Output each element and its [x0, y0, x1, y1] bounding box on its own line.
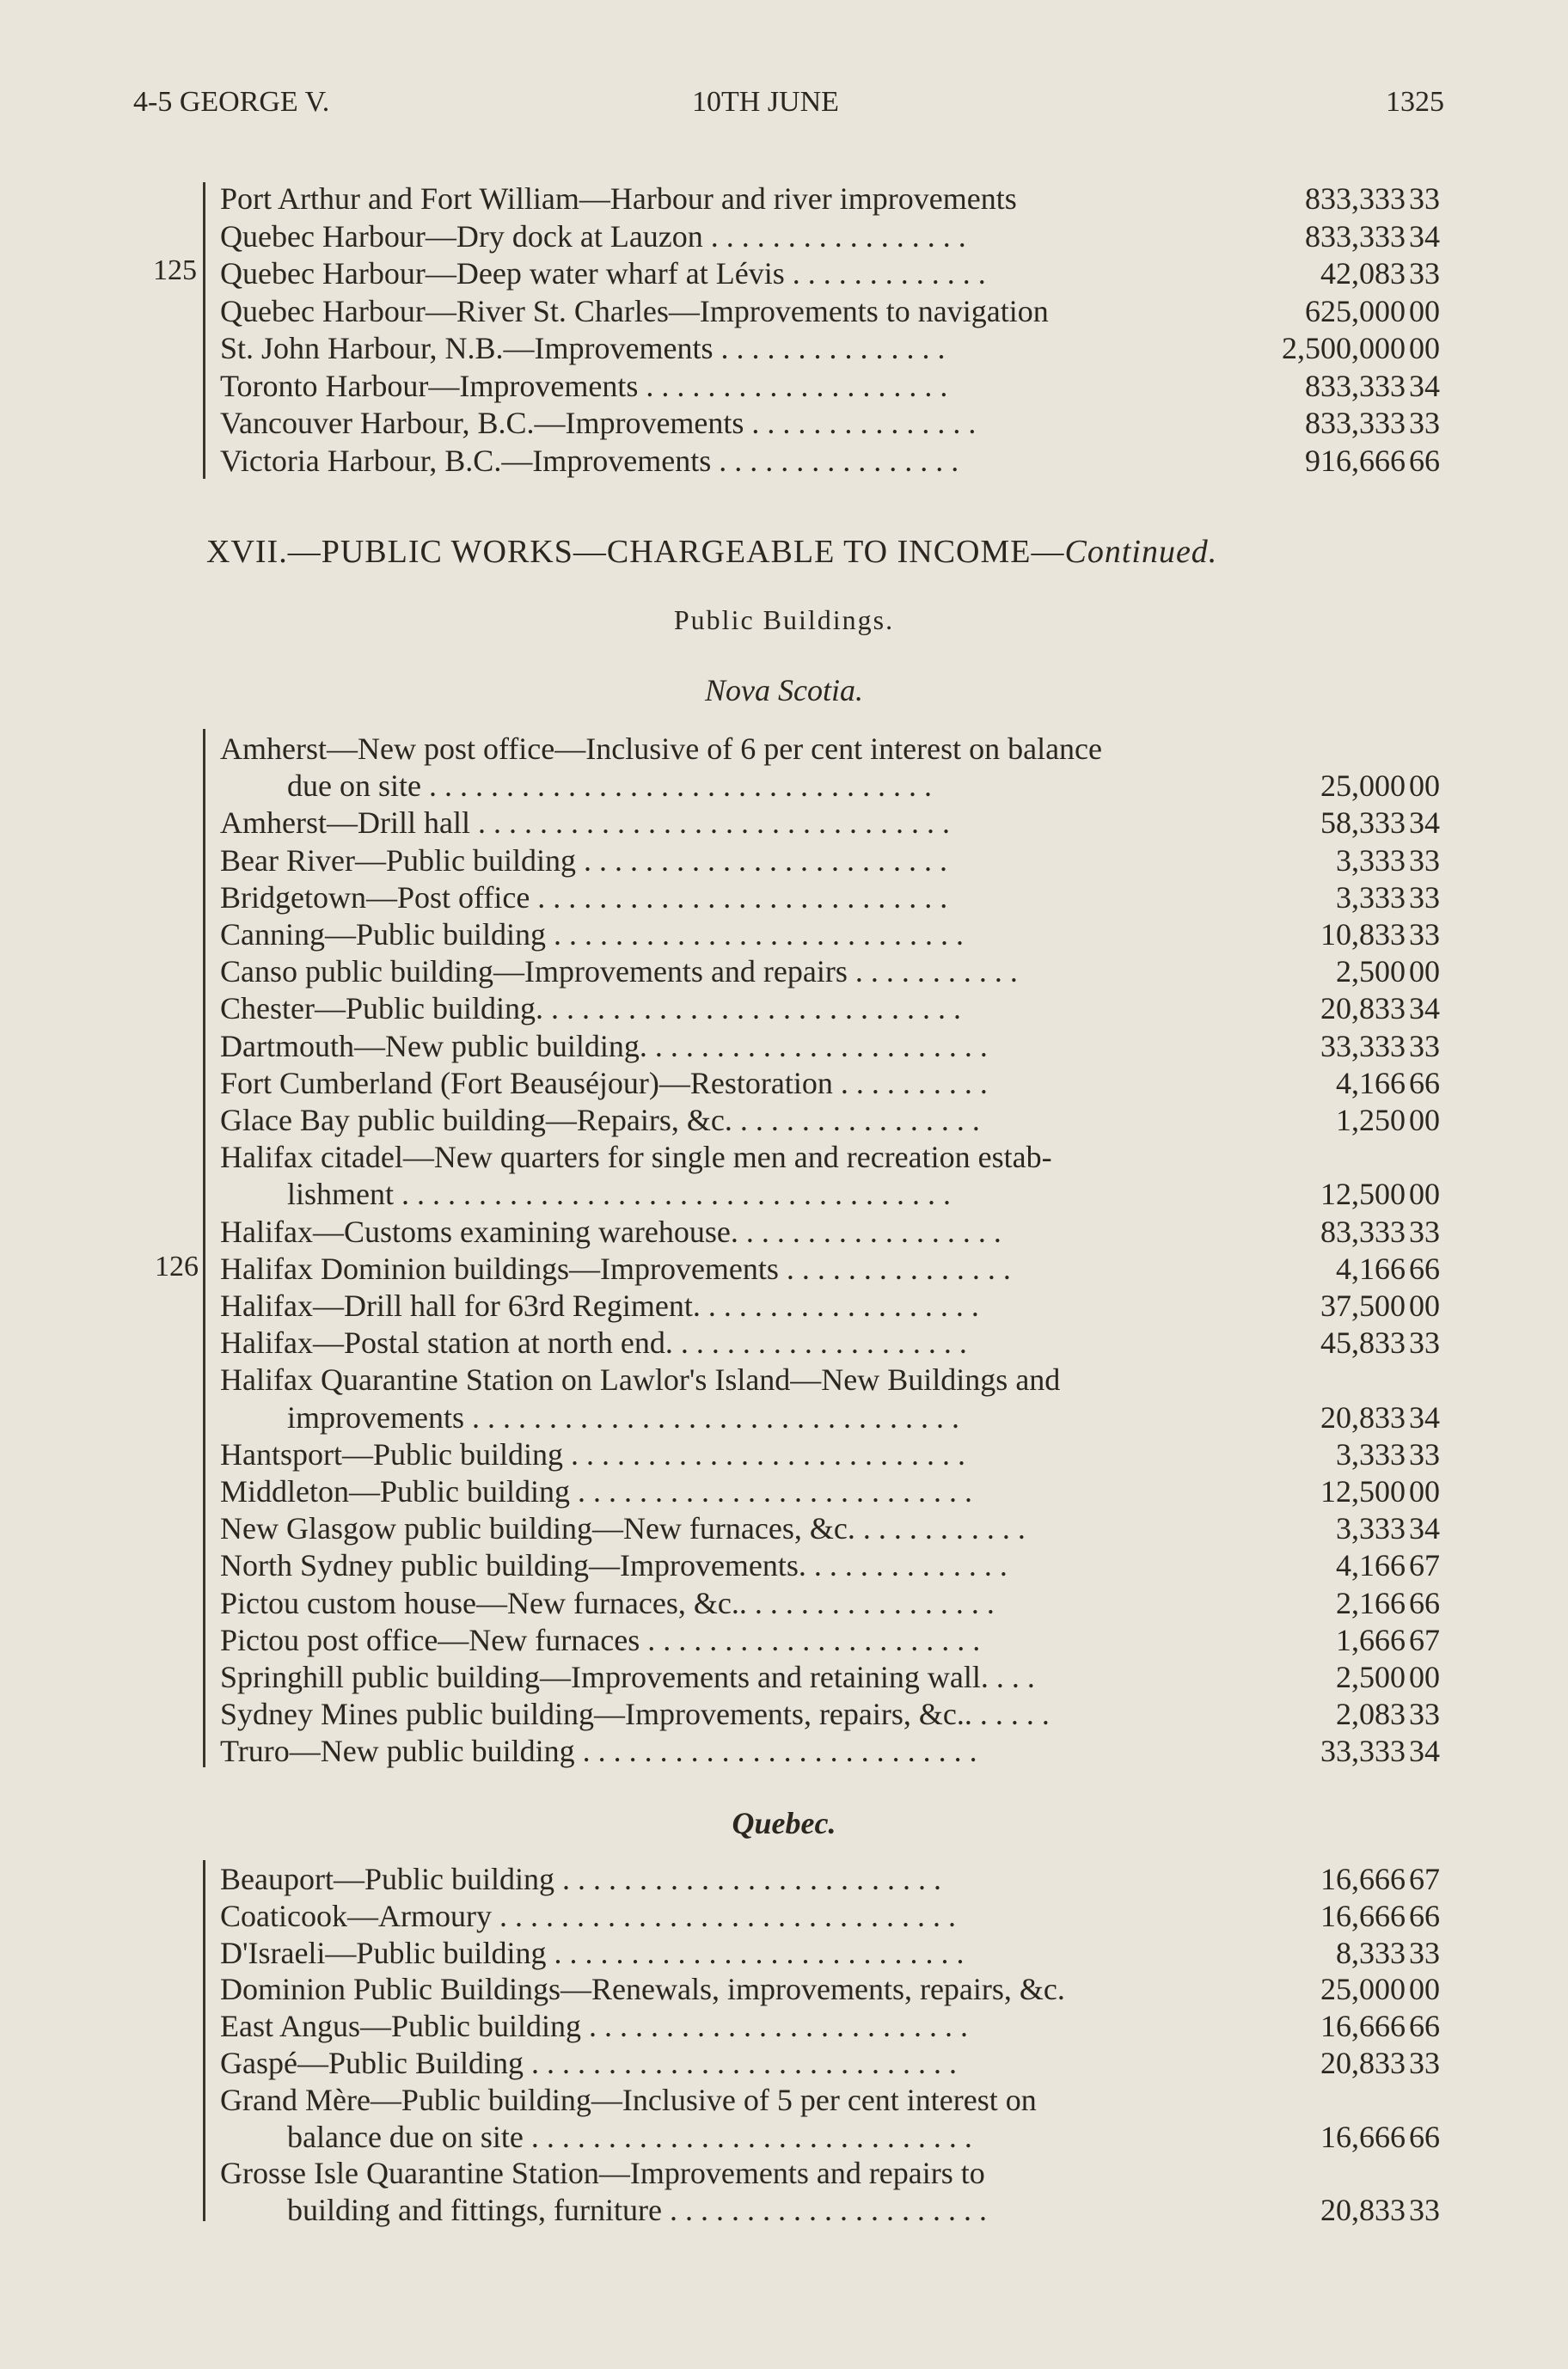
item-label: New Glasgow public building—New furnaces, &c. . . . . . . . . . . .	[220, 1511, 1026, 1546]
amount-cents: 00	[1409, 331, 1440, 365]
amount-cents: 00	[1409, 1289, 1440, 1323]
amount-dollars: 1,666	[1336, 1622, 1406, 1657]
amount-cents: 00	[1409, 954, 1440, 989]
item-label: Sydney Mines public building—Improvements, repairs, &c.. . . . . .	[220, 1697, 1050, 1732]
amount-cents: 66	[1409, 443, 1440, 478]
amount-cents: 33	[1409, 1697, 1440, 1732]
item-label: St. John Harbour, N.B.—Improvements . . . . . . . . . . . . . . .	[220, 331, 946, 365]
brace-quebec	[203, 1860, 212, 2221]
amount-cents: 00	[1409, 1972, 1440, 2007]
amount-cents: 67	[1409, 1862, 1440, 1896]
amount-dollars: 2,166	[1336, 1585, 1406, 1620]
item-label: Amherst—Drill hall . . . . . . . . . . . . . . . . . . . . . . . . . . . . . . .	[220, 805, 950, 841]
amount-dollars: 20,833	[1320, 2046, 1406, 2080]
item-label: Bridgetown—Post office . . . . . . . . . . . . . . . . . . . . . . . . . . .	[220, 879, 948, 915]
item-label: Halifax Quarantine Station on Lawlor's Island—New Buildings and	[220, 1362, 1061, 1398]
item-label: Vancouver Harbour, B.C.—Improvements . . . . . . . . . . . . . . .	[220, 406, 977, 440]
amount-cents: 34	[1409, 368, 1440, 403]
amount-dollars: 20,833	[1320, 1399, 1406, 1435]
amount-dollars: 83,333	[1320, 1214, 1406, 1249]
item-label: Glace Bay public building—Repairs, &c. . . . . . . . . . . . . . . . .	[220, 1103, 980, 1137]
amount-dollars: 833,333	[1305, 218, 1406, 254]
item-label: due on site . . . . . . . . . . . . . . . . . . . . . . . . . . . . . . . . .	[287, 768, 932, 804]
amount-cents: 66	[1409, 1251, 1440, 1286]
amount-dollars: 2,083	[1336, 1697, 1406, 1732]
vote-number-126: 126	[155, 1251, 199, 1282]
item-label: Grosse Isle Quarantine Station—Improvements and repairs to	[220, 2156, 985, 2191]
item-label: balance due on site . . . . . . . . . . . . . . . . . . . . . . . . . . . . .	[287, 2119, 972, 2154]
province-heading: Quebec.	[732, 1806, 836, 1840]
province-heading: Nova Scotia.	[705, 673, 863, 707]
amount-cents: 66	[1409, 1585, 1440, 1620]
item-label: Halifax—Drill hall for 63rd Regiment. . . . . . . . . . . . . . . . . . .	[220, 1289, 979, 1323]
page-number: 1325	[1386, 86, 1444, 118]
amount-dollars: 33,333	[1320, 1028, 1406, 1063]
amount-dollars: 4,166	[1336, 1548, 1406, 1583]
item-label: Toronto Harbour—Improvements . . . . . . . . . . . . . . . . . . . .	[220, 368, 948, 403]
header-date: 10TH JUNE	[692, 86, 839, 118]
brace-125	[203, 182, 212, 479]
amount-cents: 66	[1409, 2119, 1440, 2154]
amount-cents: 34	[1409, 1511, 1440, 1546]
vote-number-125: 125	[153, 254, 197, 286]
amount-cents: 00	[1409, 1474, 1440, 1509]
amount-cents: 66	[1409, 2009, 1440, 2044]
amount-dollars: 20,833	[1320, 2193, 1406, 2228]
item-label: Quebec Harbour—Deep water wharf at Lévis . . . . . . . . . . . . .	[220, 256, 986, 291]
amount-cents: 66	[1409, 1065, 1440, 1100]
item-label: Pictou post office—New furnaces . . . . . . . . . . . . . . . . . . . . . .	[220, 1622, 981, 1657]
amount-cents: 33	[1409, 842, 1440, 878]
amount-dollars: 4,166	[1336, 1251, 1406, 1286]
item-label: D'Israeli—Public building . . . . . . . . . . . . . . . . . . . . . . . . . . .	[220, 1935, 965, 1970]
amount-cents: 33	[1409, 2046, 1440, 2080]
amount-dollars: 42,083	[1320, 256, 1406, 291]
running-head	[129, 86, 1444, 129]
amount-cents: 33	[1409, 1214, 1440, 1249]
item-label: Amherst—New post office—Inclusive of 6 per cent interest on balance	[220, 732, 1102, 766]
header-left: 4-5 GEORGE V.	[133, 86, 330, 118]
amount-dollars: 33,333	[1320, 1734, 1406, 1769]
item-label: Coaticook—Armoury . . . . . . . . . . . . . . . . . . . . . . . . . . . . . .	[220, 1898, 956, 1933]
amount-cents: 00	[1409, 768, 1440, 804]
amount-dollars: 45,833	[1320, 1325, 1406, 1361]
item-label: Grand Mère—Public building—Inclusive of 5 per cent interest on	[220, 2082, 1037, 2117]
amount-dollars: 3,333	[1336, 842, 1406, 878]
amount-dollars: 20,833	[1320, 991, 1406, 1026]
amount-cents: 33	[1409, 1028, 1440, 1063]
item-label: Bear River—Public building . . . . . . . . . . . . . . . . . . . . . . . .	[220, 842, 947, 878]
brace-126	[203, 729, 212, 1767]
amount-dollars: 1,250	[1336, 1103, 1406, 1137]
amount-dollars: 2,500,000	[1282, 331, 1406, 365]
amount-dollars: 3,333	[1336, 1436, 1406, 1472]
amount-dollars: 16,666	[1320, 1862, 1406, 1896]
amount-dollars: 833,333	[1305, 368, 1406, 403]
amount-dollars: 10,833	[1320, 917, 1406, 952]
item-label: Gaspé—Public Building . . . . . . . . . . . . . . . . . . . . . . . . . . . .	[220, 2046, 957, 2080]
item-label: Beauport—Public building . . . . . . . . . . . . . . . . . . . . . . . . .	[220, 1862, 941, 1896]
amount-cents: 34	[1409, 218, 1440, 254]
amount-dollars: 916,666	[1305, 443, 1406, 478]
amount-cents: 33	[1409, 406, 1440, 440]
item-label: Victoria Harbour, B.C.—Improvements . . . . . . . . . . . . . . . .	[220, 443, 959, 478]
amount-dollars: 16,666	[1320, 2119, 1406, 2154]
amount-dollars: 833,333	[1305, 181, 1406, 216]
amount-cents: 33	[1409, 1935, 1440, 1970]
amount-dollars: 58,333	[1320, 805, 1406, 841]
item-label: Canso public building—Improvements and repairs . . . . . . . . . . .	[220, 954, 1018, 989]
item-label: Halifax citadel—New quarters for single men and recreation estab-	[220, 1140, 1052, 1175]
item-label: Fort Cumberland (Fort Beauséjour)—Restoration . . . . . . . . . .	[220, 1065, 988, 1100]
amount-cents: 66	[1409, 1898, 1440, 1933]
amount-dollars: 2,500	[1336, 954, 1406, 989]
item-label: Halifax—Postal station at north end. . . . . . . . . . . . . . . . . . . .	[220, 1325, 967, 1361]
amount-cents: 33	[1409, 2193, 1440, 2228]
subheading: Public Buildings.	[673, 604, 895, 635]
item-label: Springhill public building—Improvements and retaining wall. . . .	[220, 1660, 1035, 1694]
amount-cents: 67	[1409, 1622, 1440, 1657]
amount-dollars: 37,500	[1320, 1289, 1406, 1323]
amount-dollars: 625,000	[1305, 293, 1406, 328]
amount-cents: 33	[1409, 917, 1440, 952]
amount-cents: 00	[1409, 1177, 1440, 1212]
amount-dollars: 12,500	[1320, 1474, 1406, 1509]
item-label: Dominion Public Buildings—Renewals, improvements, repairs, &c.	[220, 1972, 1065, 2007]
amount-dollars: 16,666	[1320, 2009, 1406, 2044]
amount-cents: 33	[1409, 1325, 1440, 1361]
item-label: Dartmouth—New public building. . . . . . . . . . . . . . . . . . . . . . .	[220, 1028, 988, 1063]
item-label: Port Arthur and Fort William—Harbour and river improvements	[220, 181, 1017, 216]
amount-dollars: 16,666	[1320, 1898, 1406, 1933]
item-label: Halifax Dominion buildings—Improvements . . . . . . . . . . . . . . .	[220, 1251, 1011, 1286]
item-label: Middleton—Public building . . . . . . . . . . . . . . . . . . . . . . . . . .	[220, 1474, 973, 1509]
amount-cents: 34	[1409, 1734, 1440, 1769]
amount-dollars: 3,333	[1336, 879, 1406, 915]
amount-dollars: 12,500	[1320, 1177, 1406, 1212]
item-label: improvements . . . . . . . . . . . . . . . . . . . . . . . . . . . . . . . .	[287, 1399, 959, 1435]
item-label: Chester—Public building. . . . . . . . . . . . . . . . . . . . . . . . . . . .	[220, 991, 961, 1026]
item-label: Hantsport—Public building . . . . . . . . . . . . . . . . . . . . . . . . . .	[220, 1436, 965, 1472]
section-title: XVII.—PUBLIC WORKS—CHARGEABLE TO INCOME—Continued.	[206, 534, 1218, 570]
amount-cents: 33	[1409, 879, 1440, 915]
amount-cents: 34	[1409, 805, 1440, 841]
amount-dollars: 833,333	[1305, 406, 1406, 440]
item-label: Quebec Harbour—Dry dock at Lauzon . . . . . . . . . . . . . . . . .	[220, 218, 966, 254]
item-label: Pictou custom house—New furnaces, &c.. . . . . . . . . . . . . . . . .	[220, 1585, 995, 1620]
item-label: Truro—New public building . . . . . . . . . . . . . . . . . . . . . . . . . .	[220, 1734, 977, 1769]
amount-dollars: 25,000	[1320, 768, 1406, 804]
amount-cents: 00	[1409, 1660, 1440, 1694]
amount-cents: 00	[1409, 293, 1440, 328]
item-label: lishment . . . . . . . . . . . . . . . . . . . . . . . . . . . . . . . . . . . .	[287, 1177, 951, 1212]
item-label: Canning—Public building . . . . . . . . . . . . . . . . . . . . . . . . . . .	[220, 917, 965, 952]
amount-dollars: 3,333	[1336, 1511, 1406, 1546]
amount-cents: 33	[1409, 256, 1440, 291]
amount-cents: 67	[1409, 1548, 1440, 1583]
amount-cents: 34	[1409, 991, 1440, 1026]
amount-dollars: 2,500	[1336, 1660, 1406, 1694]
amount-cents: 00	[1409, 1103, 1440, 1137]
amount-dollars: 8,333	[1336, 1935, 1406, 1970]
amount-cents: 33	[1409, 181, 1440, 216]
amount-cents: 34	[1409, 1399, 1440, 1435]
item-label: North Sydney public building—Improvements. . . . . . . . . . . . . .	[220, 1548, 1008, 1583]
amount-dollars: 4,166	[1336, 1065, 1406, 1100]
item-label: Halifax—Customs examining warehouse. . . . . . . . . . . . . . . . . .	[220, 1214, 1001, 1249]
item-label: building and fittings, furniture . . . . . . . . . . . . . . . . . . . . .	[287, 2193, 987, 2228]
amount-dollars: 25,000	[1320, 1972, 1406, 2007]
item-label: East Angus—Public building . . . . . . . . . . . . . . . . . . . . . . . . .	[220, 2009, 969, 2044]
item-label: Quebec Harbour—River St. Charles—Improvements to navigation	[220, 293, 1049, 328]
amount-cents: 33	[1409, 1436, 1440, 1472]
